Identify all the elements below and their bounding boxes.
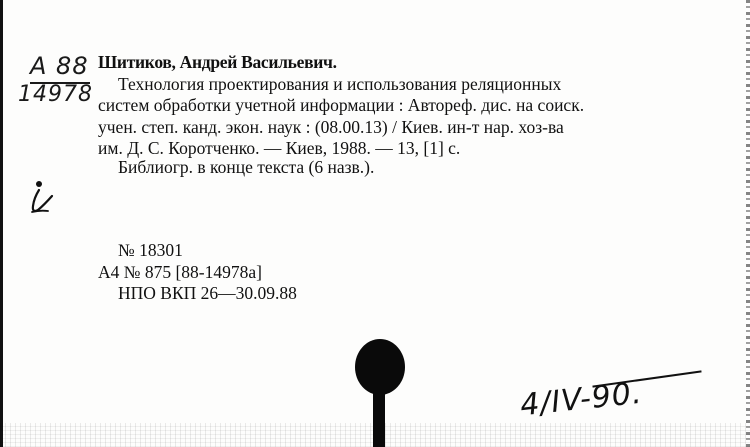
- pencil-mark-icon: [26, 180, 66, 220]
- title-line-1: Технология проектирования и использования реляционных: [118, 73, 562, 94]
- entry-author-line: [98, 52, 698, 74]
- title-line-3: учен. степ. канд. экон. наук : (08.00.13) / Киев. ин-т нар. хоз-ва: [98, 116, 564, 137]
- shelf-mark-top: А 88: [30, 52, 90, 84]
- npo-line: НПО ВКП 26—30.09.88: [118, 283, 297, 303]
- author-name: Шитиков, Андрей Васильевич.: [98, 52, 337, 72]
- bibliography-note: Библиогр. в конце текста (6 назв.).: [118, 157, 375, 177]
- punch-hole: [355, 339, 405, 395]
- punch-hole-slot: [373, 390, 385, 447]
- shelf-mark-bottom: 14978: [18, 82, 93, 107]
- card-left-edge: [0, 0, 3, 447]
- accession-numbers: [98, 240, 297, 305]
- card-number: № 18301: [118, 240, 183, 260]
- handwritten-date: 4/IV-90.: [518, 375, 644, 424]
- catalog-entry: [98, 52, 698, 160]
- format-line: А4 № 875 [88-14978а]: [98, 261, 262, 282]
- title-line-4: им. Д. С. Коротченко. — Киев, 1988. — 13, [1] с.: [98, 138, 461, 158]
- title-line-2: систем обработки учетной информации : Автореф. дис. на соиск.: [98, 95, 585, 115]
- card-right-edge: [746, 0, 750, 447]
